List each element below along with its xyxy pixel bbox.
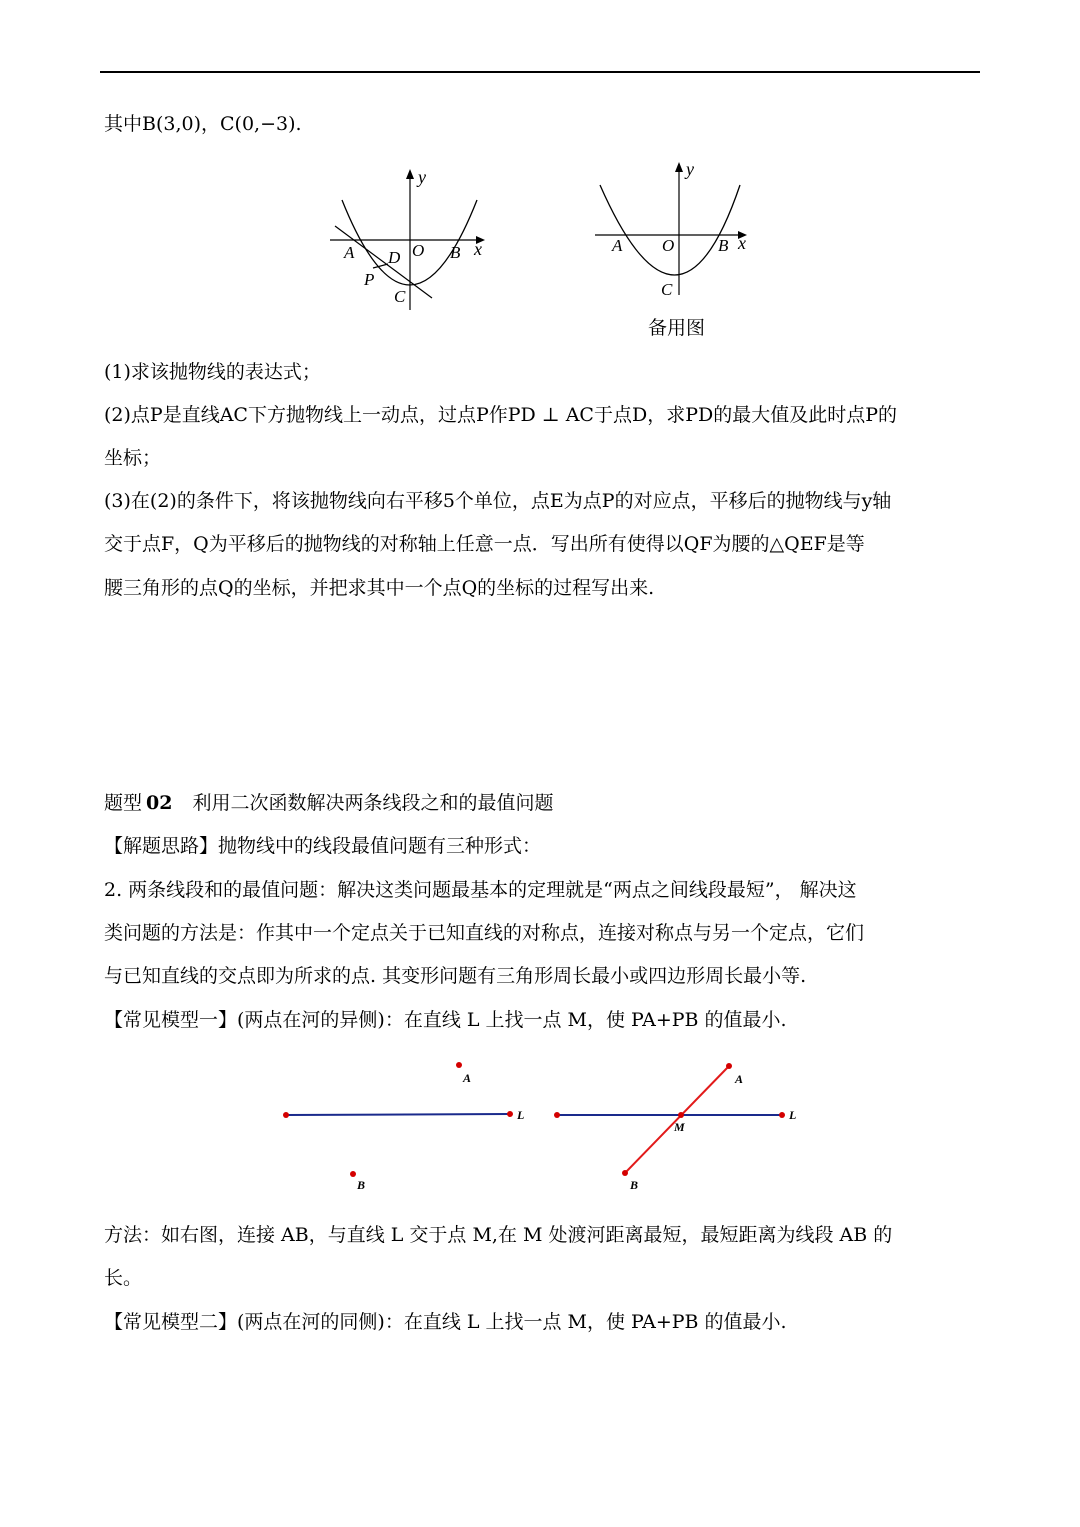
heading-text: 利用二次函数解决两条线段之和的最值问题 xyxy=(192,792,554,814)
label-b: B xyxy=(718,236,729,255)
parabola-curve xyxy=(600,185,740,275)
point-left-end xyxy=(283,1112,289,1118)
point-a xyxy=(456,1062,462,1068)
parabola-figure-main xyxy=(320,160,520,320)
question-3-line-1: (3)在(2)的条件下，将该抛物线向右平移5个单位，点E为点P的对应点，平移后的抛物线与y轴 xyxy=(104,490,892,512)
header-rule xyxy=(100,71,980,73)
point-right-end xyxy=(507,1111,513,1117)
paragraph-1-line-2: 类问题的方法是：作其中一个定点关于已知直线的对称点，连接对称点与另一个定点，它们 xyxy=(104,922,865,944)
line-ac xyxy=(335,226,432,298)
heading-prefix: 题型 xyxy=(104,792,143,814)
paragraph-1-line-3: 与已知直线的交点即为所求的点. 其变形问题有三角形周长最小或四边形周长最小等. xyxy=(104,965,807,987)
label-c: C xyxy=(394,287,406,306)
point-b xyxy=(622,1170,628,1176)
point-a xyxy=(726,1063,732,1069)
point-b xyxy=(350,1171,356,1177)
section-heading xyxy=(104,791,553,815)
label-a: A xyxy=(344,243,355,262)
paragraph-1-line-1: 2. 两条线段和的最值问题：解决这类问题最基本的定理就是“两点之间线段最短”， 解决这 xyxy=(104,879,857,901)
heading-number: 02 xyxy=(146,792,173,814)
figure-caption: 备用图 xyxy=(648,317,706,339)
label-o: O xyxy=(412,241,425,260)
parabola-figure-backup xyxy=(590,155,760,305)
model-1-figure xyxy=(270,1055,810,1195)
label-l: L xyxy=(789,1108,797,1122)
model-2-statement: 【常见模型二】(两点在河的同侧)：在直线 L 上找一点 M，使 PA+PB 的值最小. xyxy=(104,1311,787,1333)
label-b: B xyxy=(357,1178,366,1192)
question-3-line-3: 腰三角形的点Q的坐标，并把求其中一个点Q的坐标的过程写出来. xyxy=(104,577,655,599)
label-l: L xyxy=(517,1108,525,1122)
label-a: A xyxy=(463,1071,472,1085)
question-2-line-2: 坐标； xyxy=(104,447,162,469)
label-b: B xyxy=(630,1178,639,1192)
label-a: A xyxy=(612,236,623,255)
label-p: P xyxy=(364,270,375,289)
y-axis-arrow-icon xyxy=(675,162,683,172)
label-o: O xyxy=(662,236,675,255)
intro-text: 其中B(3,0)，C(0,−3). xyxy=(104,113,302,135)
point-right-end xyxy=(779,1112,785,1118)
point-m xyxy=(678,1112,684,1118)
label-b: B xyxy=(450,243,461,262)
label-x: x xyxy=(738,233,746,253)
method-line-2: 长。 xyxy=(104,1267,143,1289)
model-1-statement: 【常见模型一】(两点在河的异侧)：在直线 L 上找一点 M，使 PA+PB 的值最小. xyxy=(104,1009,787,1031)
label-y: y xyxy=(418,167,426,187)
y-axis-arrow-icon xyxy=(406,169,414,179)
solution-idea: 【解题思路】抛物线中的线段最值问题有三种形式： xyxy=(104,835,542,857)
question-1: (1)求该抛物线的表达式； xyxy=(104,361,321,383)
label-a: A xyxy=(735,1072,744,1086)
label-x: x xyxy=(474,239,482,259)
point-left-end xyxy=(554,1112,560,1118)
method-line-1: 方法：如右图，连接 AB，与直线 L 交于点 M,在 M 处渡河距离最短，最短距离为线段 AB 的 xyxy=(104,1224,893,1246)
label-d: D xyxy=(388,248,401,267)
label-c: C xyxy=(661,280,673,299)
label-y: y xyxy=(686,159,694,179)
question-3-line-2: 交于点F，Q为平移后的抛物线的对称轴上任意一点．写出所有使得以QF为腰的△QEF是等 xyxy=(104,533,865,555)
question-2-line-1: (2)点P是直线AC下方抛物线上一动点，过点P作PD ⊥ AC于点D，求PD的最大值及此时点P的 xyxy=(104,404,898,426)
line-l-left xyxy=(286,1114,510,1115)
segment-pd xyxy=(373,264,388,268)
label-m: M xyxy=(674,1120,685,1134)
